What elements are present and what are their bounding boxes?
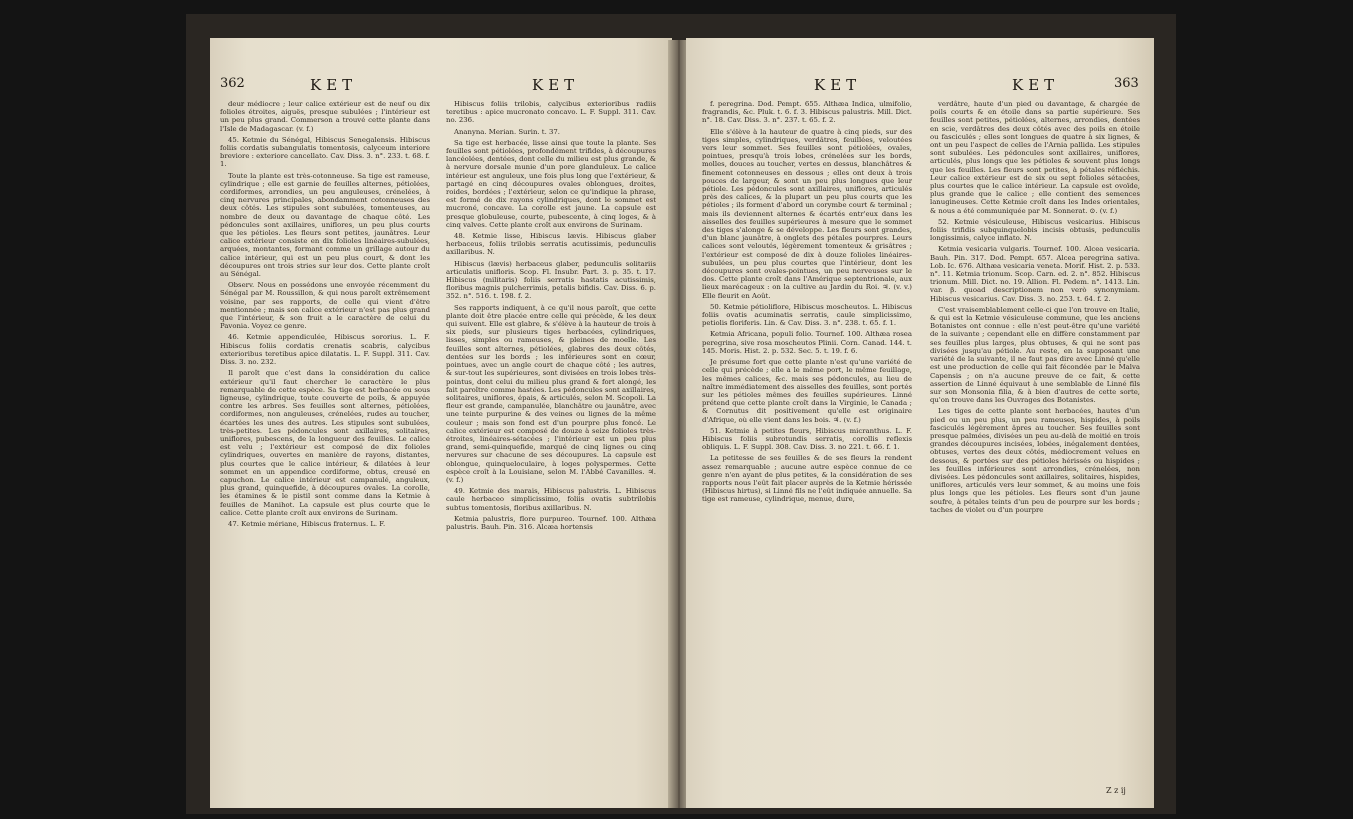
paragraph: verdâtre, haute d'un pied ou davantage, & chargée de poils courts & en étoile dans sa partie supérieure. Ses feuilles sont petites, pétiolées, alternes, arrondies, dentées en scie, verdâtres des deux côtés avec des poils en étoile ou fasciculés ; elles sont longues de quatre à six lignes, & ont un peu l'aspect de celles de l'Arnia pallida. Les stipules sont subulées. Les pédoncules sont axillaires, uniflores, articulés, plus longs que les pétioles & souvent plus longs que les feuilles. Les fleurs sont petites, à pétales réfléchis. Leur calice extérieur est de six ou sept folioles sétacées, plus courtes que le calice intérieur. La capsule est ovoïde, plus grande que le calice ; elle contient des semences lanugineuses. Cette Ketmie croît dans les Indes orientales, & nous a été communiquée par M. Sonnerat. ⊙. (v. f.) (930, 100, 1140, 215)
left-column-1 (220, 100, 430, 800)
paragraph: f. peregrina. Dod. Pempt. 655. Althæa Indica, ulmifolio, fragrandis, &c. Pluk. t. 6. f. 3. Hibiscus palustris. Mill. Dict. n°. 18. Cav. Diss. 3. n°. 237. t. 65. f. 2. (702, 100, 912, 125)
paragraph: 47. Ketmie mériane, Hibiscus fraternus. L. F. (228, 519, 386, 528)
paragraph: Sa tige est herbacée, lisse ainsi que toute la plante. Ses feuilles sont pétiolées, profondément trifides, à découpures lancéolées, dentées, dont celle du milieu est plus grande, & à nervure dorsale munie d'un pore glanduleux. Le calice intérieur est anguleux, une fois plus long que l'extérieur, & partagé en cinq découpures ovales oblongues, droites, roides, bordées ; l'extérieur, selon ce qu'indique la phrase, est formé de dix rayons cylindriques, dont le sommet est mucroné, concave. La corolle est jaune. La capsule est presque globuleuse, courte, pubescente, à cinq loges, & à cinq valves. Cette plante croît aux environs de Surinam. (446, 138, 656, 229)
left-page (210, 38, 672, 808)
paragraph: Ananyna. Merian. Surin. t. 37. (454, 127, 560, 136)
paragraph: 45. Ketmie du Sénégal, Hibiscus Senegalensis. Hibiscus foliis cordatis subangulatis tomentosis, calyceum interiore breviore : exteriore cancellato. Cav. Diss. 3. n°. 233. t. 68. f. 1. (220, 135, 430, 169)
right-page (686, 38, 1154, 808)
right-column-2 (930, 100, 1140, 800)
paragraph: Elle s'élève à la hauteur de quatre à cinq pieds, sur des tiges simples, cylindriques, verdâtres, feuillées, veloutées vers leur sommet. Ses feuilles sont pétiolées, ovales, pointues, presqu'à trois lobes, crénelées sur les bords, molles, douces au toucher, vertes en dessus, blanchâtres & finement cotonneuses en dessous ; elles ont deux à trois pouces de largeur, & sont un peu plus longues que leur pétiole. Les pédoncules sont axillaires, uniflores, articulés près des calices, & la plupart un peu plus courts que les pétioles ; ils forment d'abord un corymbe court & terminal ; mais ils deviennent alternes & écartés entr'eux dans les aisselles des feuilles supérieures à mesure que le sommet des tiges s'alonge & se développe. Les fleurs sont grandes, d'un blanc jaunâtre, à onglets des pétales pourpres. Leurs calices sont veloutés, légèrement tomenteux & grisâtres ; l'extérieur est composé de dix à douze folioles linéaires-subulées, un peu plus courtes que l'intérieur, dont les découpures sont ovales-pointues, un peu nerveuses sur le dos. Cette plante croît dans l'Amérique septentrionale, aux lieux marécageux : on la cultive au Jardin du Roi. ♃. (v. v.) Elle fleurit en Août. (702, 127, 912, 300)
running-head-left-1: KET (310, 76, 358, 94)
paragraph: 46. Ketmie appendiculée, Hibiscus sororius. L. F. Hibiscus foliis cordatis crenatis scabris, calycibus exterioribus teretibus apice dilatatis. L. F. Suppl. 311. Cav. Diss. 3. no. 232. (220, 333, 430, 367)
paragraph: La petitesse de ses feuilles & de ses fleurs la rendent assez remarquable ; aucune autre espèce connue de ce genre n'en ayant de plus petites, & la considération de ses rapports nous l'eût fait placer auprès de la Ketmie hérissée (Hibiscus hirtus), si Linné fils ne l'eût indiquée annuelle. Sa tige est rameuse, cylindrique, menue, dure, (702, 454, 912, 504)
paragraph: 49. Ketmie des marais, Hibiscus palustris. L. Hibiscus caule herbaceo simplicissimo, foliis ovatis subtrilobis subtus tomentosis, floribus axillaribus. N. (446, 487, 656, 512)
paragraph: Ketmia vesicaria vulgaris. Tournef. 100. Alcea vesicaria. Bauh. Pin. 317. Dod. Pempt. 657. Alcea peregrina sativa. Lob. Ic. 676. Althæa vesicaria veneta. Morif. Hist. 2. p. 533. n°. 11. Ketmia trionum. Scop. Carn. ed. 2. n°. 852. Hibiscus trionum. Mill. Dict. no. 19. Allion. Fl. Pedem. n°. 1413. Lin. var. β. quoad descriptionem non verò synonymiam. Hibiscus vesicarius. Cav. Diss. 3. no. 253. t. 64. f. 2. (930, 245, 1140, 303)
paragraph: 48. Ketmie lisse, Hibiscus lævis. Hibiscus glaber herbaceus, foliis trilobis serratis acutissimis, pedunculis axillaribus. N. (446, 232, 656, 257)
paragraph: 50. Ketmie pétioliflore, Hibiscus moscheutos. L. Hibiscus foliis ovatis acuminatis serratis, caule simplicissimo, petiolis floriferis. Lin. & Cav. Diss. 3. n°. 238. t. 65. f. 1. (702, 302, 912, 328)
paragraph: Je présume fort que cette plante n'est qu'une variété de celle qui précède ; elle a le même port, le même feuillage, les mêmes calices, &c. mais ses pédoncules, au lieu de naître immédiatement des aisselles des feuilles, sont portés sur les pétioles mêmes des feuilles supérieures. Linné prétend que cette plante croît dans la Virginie, le Canada ; & Cornutus dit positivement qu'elle est originaire d'Afrique, où elle vient dans les bois. ♃. (v. f.) (702, 358, 912, 424)
paragraph: Ketmia palustris, flore purpureo. Tournef. 100. Althæa palustris. Bauh. Pin. 316. Alcæa hortensis (446, 514, 656, 531)
page-number-right: 363 (1114, 76, 1139, 91)
paragraph: Observ. Nous en possédons une envoyée récemment du Sénégal par M. Roussillon, & qui nous paroît extrêmement voisine, par ses rapports, de celle qui vient d'être mentionnée ; mais son calice extérieur n'est pas plus grand que l'intérieur, & son fruit a le caractère de celui du Pavonia. Voyez ce genre. (220, 281, 430, 331)
paragraph: C'est vraisemblablement celle-ci que l'on trouve en Italie, & qui est la Ketmie vésiculeuse commune, que les anciens Botanistes ont connue : elle n'est peut-être qu'une variété de la suivante ; cependant elle en diffère constamment par ses feuilles plus larges, plus obtuses, & qui ne sont pas divisées jusqu'au pétiole. Au reste, en la supposant une variété de la suivante, il ne faut pas dire avec Linné qu'elle est une production de celle qui fait fécondée par le Malva Capensis ; on n'a aucune preuve de ce fait, & cette assertion de Linné équivaut à une semblable de Linné fils sur son Monsonia filia, & à bien d'autres de cette sorte, qu'on trouve dans les Ouvrages des Botanistes. (930, 305, 1140, 405)
paragraph: Ketmia Africana, populi folio. Tournef. 100. Althæa rosea peregrina, sive rosa moscheutos Plinii. Corn. Canad. 144. t. 145. Moris. Hist. 2. p. 532. Sec. 5. t. 19. f. 6. (702, 330, 912, 355)
paragraph: 51. Ketmie à petites fleurs, Hibiscus micranthus. L. F. Hibiscus foliis subrotundis serratis, corollis reflexis obliquis. L. F. Suppl. 308. Cav. Diss. 3. no 221. t. 66. f. 1. (702, 426, 912, 452)
paragraph: Les tiges de cette plante sont herbacées, hautes d'un pied ou un peu plus, un peu rameuses, hispides, à poils fasciculés légèrement âpres au toucher. Ses feuilles sont presque palmées, divisées un peu au-delà de moitié en trois grandes découpures incisées, lobées, inégalement dentées, obtuses, vertes des deux côtés, médiocrement velues en dessous, & portées sur des pétioles hérissés ou hispides ; les feuilles inférieures sont arrondies, crénelées, non divisées. Les pédoncules sont axillaires, solitaires, hispides, uniflores, articulés vers leur sommet, & au moins une fois plus longs que les pétioles. Les fleurs sont d'un jaune soufre, à pétales teints d'un peu de pourpre sur les bords ; taches de violet ou d'un pourpre (930, 407, 1140, 514)
paragraph: deur médiocre ; leur calice extérieur est de neuf ou dix folioles étroites, aiguës, presque subulées ; l'intérieur est un peu plus grand. Commerson a trouvé cette plante dans l'Isle de Madagascar. (v. f.) (220, 100, 430, 133)
signature-mark: Z z ij (1106, 786, 1126, 795)
paragraph: 52. Ketmie vésiculeuse, Hibiscus vesicarius. Hibiscus foliis trifidis subquinquelobis incisis obtusis, pedunculis longissimis, calyce inflato. N. (930, 217, 1140, 243)
paragraph: Hibiscus (lævis) herbaceus glaber, pedunculis solitariis articulatis unifloris. Scop. Fl. Insubr. Part. 3. p. 35. t. 17. Hibiscus (militaris) foliis serratis hastatis acutissimis, floribus magnis pulcherrimis, petalis bifidis. Cav. Diss. 6. p. 352. n°. 516. t. 198. f. 2. (446, 259, 656, 301)
left-column-2 (446, 100, 656, 800)
page-number-left: 362 (220, 76, 245, 91)
right-column-1 (702, 100, 912, 800)
book-spread (186, 14, 1176, 814)
paragraph: Hibiscus foliis trilobis, calycibus exterioribus radiis teretibus : apice mucronato concavo. L. F. Suppl. 311. Cav. no. 236. (446, 100, 656, 125)
paragraph: Toute la plante est très-cotonneuse. Sa tige est rameuse, cylindrique ; elle est garnie de feuilles alternes, pétiolées, cordiformes, arrondies, un peu anguleuses, crénelées, à cinq nervures principales, abondamment cotonneuses des deux côtés. Les stipules sont subulées, tomenteuses, au nombre de deux ou davantage de chaque côté. Les pédoncules sont axillaires, uniflores, un peu plus courts que les pétioles. Les fleurs sont petites, jaunâtres. Leur calice extérieur consiste en dix folioles linéaires-subulées, arquées, montantes, formant comme un grillage autour du calice intérieur, qui est un peu plus court, & dont les découpures ont trois stries sur leur dos. Cette plante croît au Sénégal. (220, 171, 430, 279)
running-head-left-2: KET (532, 76, 580, 94)
paragraph: Ses rapports indiquent, à ce qu'il nous paroît, que cette plante doit être placée entre celle qui précède, & les deux qui suivent. Elle est glabre, & s'élève à la hauteur de trois à six pieds, sur plusieurs tiges herbacées, cylindriques, lisses, simples ou rameuses, & pleines de moelle. Les feuilles sont alternes, pétiolées, glabres des deux côtés, dentées sur les bords ; les inférieures sont en cœur, pointues, avec un angle court de chaque côté ; les autres, & sur-tout les supérieures, sont divisées en trois lobes très-pointus, dont celui du milieu plus grand & fort alongé, les fait paroître comme hastées. Les pédoncules sont axillaires, solitaires, uniflores, épais, & articulés, selon M. Scopoli. La fleur est grande, campanulée, blanchâtre ou jaunâtre, avec une teinte purpurine & des veines ou lignes de la même couleur ; mais son fond est d'un pourpre plus foncé. Le calice extérieur est composé de douze à seize folioles très-étroites, linéaires-sétacées ; l'intérieur est un peu plus grand, semi-quinquefide, marqué de cinq lignes ou cinq nervures sur chacune de ses découpures. La capsule est oblongue, quinqueloculaire, à loges polyspermes. Cette espèce croît à la Louisiane, selon M. l'Abbé Cavanilles. ♃. (v. f.) (446, 303, 656, 484)
running-head-right-2: KET (1012, 76, 1060, 94)
paragraph: Il paroît que c'est dans la considération du calice extérieur qu'il faut chercher le caractère le plus remarquable de cette espèce. Sa tige est herbacée ou sous ligneuse, cylindrique, toute couverte de poils, & appuyée contre les arbres. Ses feuilles sont alternes, pétiolées, cordiformes, non anguleuses, crénelées, rudes au toucher, écartées les unes des autres. Les stipules sont subulées, très-petites. Les pédoncules sont axillaires, solitaires, uniflores, pubescens, de la longueur des feuilles. Le calice est velu ; l'extérieur est composé de dix folioles cylindriques, ouvertes en manière de rayons, distantes, plus courtes que le calice intérieur, & dilatées à leur sommet en un appendice cordiforme, obtus, creusé en capuchon. Le calice intérieur est campanulé, anguleux, plus grand, quinquefide, à découpures ovales. La corolle, les étamines & le pistil sont comme dans la Ketmie à feuilles de Manihot. La capsule est plus courte que le calice. Cette plante croît aux environs de Surinam. (220, 369, 430, 517)
running-head-right-1: KET (814, 76, 862, 94)
